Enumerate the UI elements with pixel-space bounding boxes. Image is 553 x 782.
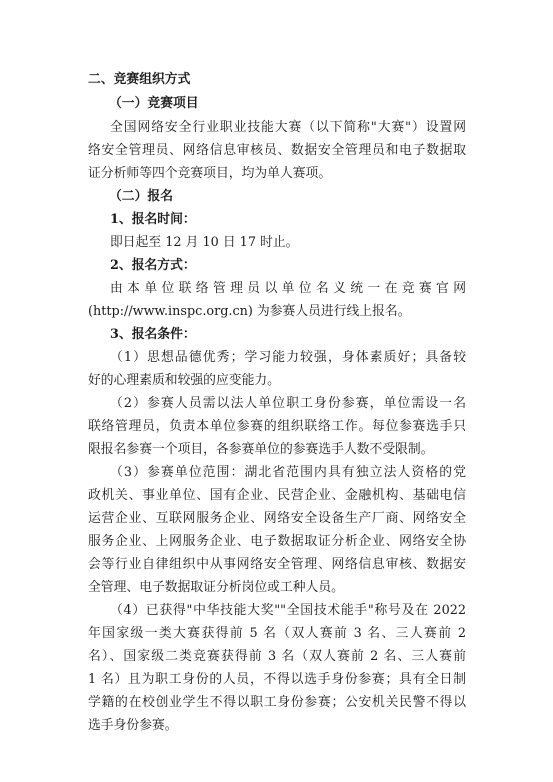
condition-4-line: 学籍的在校创业学生不得以职工身份参赛；公安机关民警不得以 [88,695,466,710]
condition-1-line: 好的心理素质和较强的应变能力。 [88,373,280,388]
condition-4-line: 1 名）且为职工身份的人员，不得以选手身份参赛；具有全日制 [88,672,466,687]
registration-method-heading: 2、报名方式： [110,258,196,273]
paragraph-line: 全国网络安全行业职业技能大赛（以下简称"大赛"）设置网 [110,120,466,135]
paragraph-line: 络安全管理员、网络信息审核员、数据安全管理员和电子数据取 [88,143,466,158]
condition-3-line: （3）参赛单位范围：湖北省范围内具有独立法人资格的党 [110,465,466,480]
condition-1-line: （1）思想品德优秀；学习能力较强，身体素质好；具备较 [110,350,466,365]
condition-3-line: 运营企业、互联网服务企业、网络安全设备生产厂商、网络安全 [88,511,466,526]
paragraph-line: 证分析师等四个竞赛项目，均为单人赛项。 [88,166,332,181]
condition-2-line: 限报名参赛一个项目，各参赛单位的参赛选手人数不受限制。 [88,442,434,457]
registration-conditions-heading: 3、报名条件： [110,327,196,342]
section-heading: 二、竞赛组织方式 [88,72,191,87]
condition-2-line: 联络管理员，负责本单位参赛的组织联络工作。每位参赛选手只 [88,419,466,434]
condition-3-line: 会等行业自律组织中从事网络安全管理、网络信息审核、数据安 [88,557,466,572]
condition-3-line: 服务企业、上网服务企业、电子数据取证分析企业、网络安全协 [88,534,466,549]
subsection-heading-competition-items: （一）竞赛项目 [109,96,199,111]
condition-2-line: （2）参赛人员需以法人单位职工身份参赛，单位需设一名 [110,396,466,411]
condition-4-line: 年国家级一类大赛获得前 5 名（双人赛前 3 名、三人赛前 2 [88,626,466,641]
paragraph-line-with-website: (http://www.inspc.org.cn) 为参赛人员进行线上报名。 [88,304,411,319]
registration-time-text: 即日起至 12 月 10 日 17 时止。 [110,235,299,250]
subsection-heading-registration: （二）报名 [109,189,173,204]
condition-4-line: 名）、国家级二类竞赛获得前 3 名（双人赛前 2 名、三人赛前 [88,649,466,664]
condition-4-line: 选手身份参赛。 [88,718,178,733]
paragraph-line: 由本单位联络管理员以单位名义统一在竞赛官网 [110,281,466,296]
condition-3-line: 政机关、事业单位、国有企业、民营企业、金融机构、基础电信 [88,488,466,503]
condition-4-line: （4）已获得"中华技能大奖""全国技术能手"称号及在 2022 [110,603,466,618]
registration-time-heading: 1、报名时间： [110,212,196,227]
condition-3-line: 全管理、电子数据取证分析岗位或工种人员。 [88,580,344,595]
